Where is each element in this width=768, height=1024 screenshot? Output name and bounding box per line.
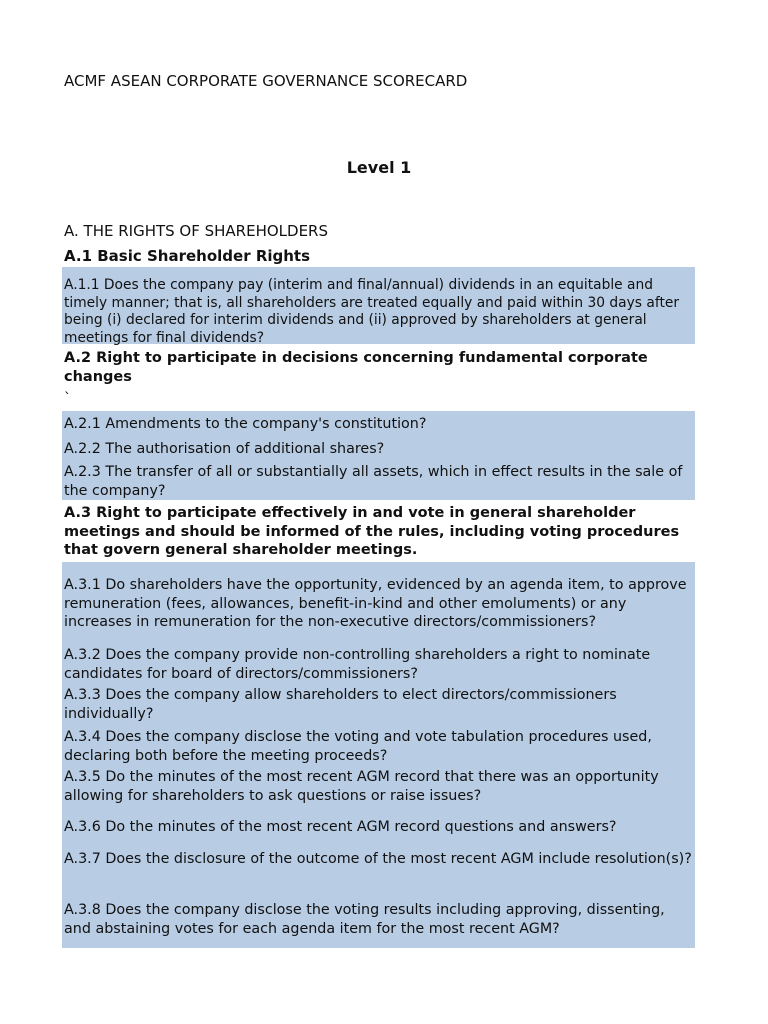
question-a2-1: A.2.1 Amendments to the company's constitution? <box>64 416 427 432</box>
subsection-heading-a3: A.3 Right to participate effectively in and vote in general shareholder meetings and should be informed of the rules, including voting procedures that govern general shareholder meetings. <box>64 505 680 558</box>
stray-mark: ` <box>64 391 71 407</box>
question-a2-3: A.2.3 The transfer of all or substantially all assets, which in effect results in the sale of the company? <box>64 464 683 499</box>
question-a2-2: A.2.2 The authorisation of additional shares? <box>64 441 385 457</box>
question-a3-8: A.3.8 Does the company disclose the voting results including approving, dissenting, and abstaining votes for each agenda item for the most recent AGM? <box>64 902 665 937</box>
question-a3-2: A.3.2 Does the company provide non-controlling shareholders a right to nominate candidates for board of directors/commissioners? <box>64 647 651 682</box>
question-a3-6: A.3.6 Do the minutes of the most recent AGM record questions and answers? <box>64 819 617 835</box>
question-a3-7: A.3.7 Does the disclosure of the outcome of the most recent AGM include resolution(s)? <box>64 851 692 867</box>
question-a3-3: A.3.3 Does the company allow shareholders to elect directors/commissioners individually? <box>64 687 617 722</box>
subsection-heading-a1: A.1 Basic Shareholder Rights <box>64 247 311 265</box>
subsection-heading-a2: A.2 Right to participate in decisions concerning fundamental corporate changes <box>64 350 648 385</box>
level-heading: Level 1 <box>346 158 412 177</box>
question-a3-1: A.3.1 Do shareholders have the opportunity, evidenced by an agenda item, to approve remuneration (fees, allowances, benefit-in-kind and other emoluments) or any increases in remuneration for the non-executive directors/commissioners? <box>64 577 687 630</box>
question-a3-4: A.3.4 Does the company disclose the voting and vote tabulation procedures used, declaring both before the meeting proceeds? <box>64 729 652 764</box>
section-heading: A. THE RIGHTS OF SHAREHOLDERS <box>64 222 329 240</box>
question-a1-1: A.1.1 Does the company pay (interim and final/annual) dividends in an equitable and timely manner; that is, all shareholders are treated equally and paid within 30 days after being (i) declared for interim dividends and (ii) approved by shareholders at general meetings for final dividends? <box>64 277 680 346</box>
document-title: ACMF ASEAN CORPORATE GOVERNANCE SCORECARD <box>64 72 468 90</box>
question-a3-5: A.3.5 Do the minutes of the most recent AGM record that there was an opportunity allowing for shareholders to ask questions or raise issues? <box>64 769 659 804</box>
